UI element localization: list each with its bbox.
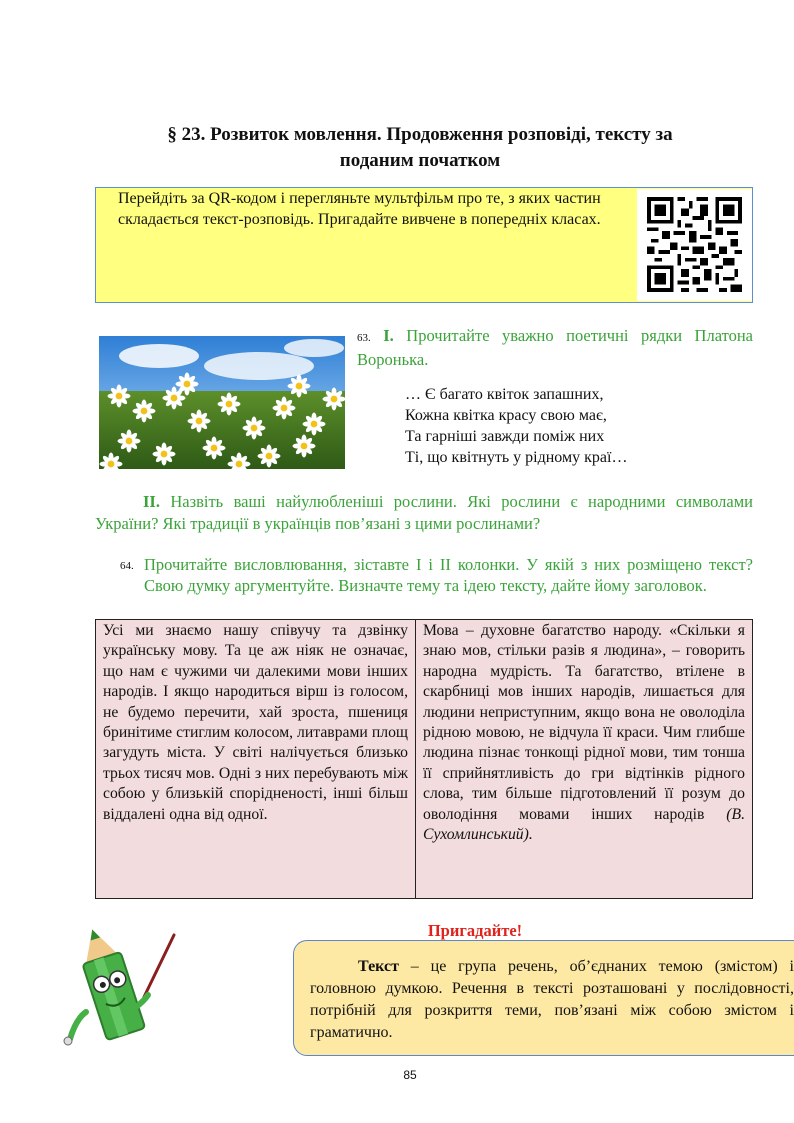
poem-line: … Є багато квіток запашних, <box>405 386 604 403</box>
exercise-63 <box>357 325 753 371</box>
remember-heading: Пригадайте! <box>427 921 523 940</box>
exercise-64-text: Прочитайте висловлювання, зіставте І і ІІ колонки. У якій з них розміщено текст? Свою думку аргументуйте. Визначте тему та ідею тексту, дайте йому заголовок. <box>144 555 753 595</box>
qr-code-area[interactable] <box>637 189 752 301</box>
daisy-photo <box>99 336 345 469</box>
qr-task-text: Перейдіть за QR-кодом і перегляньте мультфільм про те, з яких частин складається текст-розповідь. Пригадайте вивчене в попередніх класах. <box>118 190 601 228</box>
table-column-left: Усі ми знаємо нашу співучу та дзвінку українську мову. Та це аж ніяк не означає, що нам є чужими чи далекими мови інших народів. І якщо народиться вірш із голосом, не будемо перечити, хай зроста, пшениця бринітиме стиглим колосом, литаврами площ загудуть міста. У світі налічується близько трьох тисяч мов. Одні з них перебувають між собою у близькій спорідненості, інші більш віддалені одна від одної. <box>96 620 416 898</box>
poem-line: Та гарніші завжди поміж них <box>405 428 605 445</box>
page-number: 85 <box>403 1068 417 1082</box>
right-column-author: (В. Сухомлинський). <box>423 805 745 844</box>
page-title-line1: § 23. Розвиток мовлення. Продовження розповіді, тексту за <box>167 124 673 145</box>
comparison-table <box>95 619 753 899</box>
table-column-right <box>416 620 752 898</box>
exercise-63-number: 63. <box>357 332 371 344</box>
page-title-line2: поданим початком <box>339 150 501 171</box>
rule-definition: – це група речень, об’єднаних темою (змістом) і головною думкою. Речення в тексті розташовані у послідовності, потрібній для розкриття теми, пов’язані між собою змістом і граматично. <box>310 958 794 1041</box>
poem-line: Ті, що квітнуть у рідному краї… <box>405 449 628 466</box>
exercise-64 <box>120 554 753 596</box>
exercise-63-part1-text: Прочитайте уважно поетичні рядки Платона Воронька. <box>357 326 754 369</box>
exercise-63-part1-label: І. <box>383 326 394 345</box>
exercise-63-part2-text: Назвіть ваші найулюбленіші рослини. Які рослини є народними символами України? Які традиції в українців пов’язані з цими рослинами? <box>95 492 753 533</box>
exercise-63-part2 <box>95 491 753 535</box>
exercise-63-part2-label: ІІ. <box>143 492 160 511</box>
right-column-text: Мова – духовне багатство народу. «Скільки я знаю мов, стільки разів я людина», – говорить народна мудрість. Та багатство, втілене в скарбниці мов інших народів, лишається для людини неприступним, якщо вона не оволоділа рідною мовою, не відчула її краси. Чим глибше людина пізнає тонкощі рідної мови, тим тонша її сприйнятливість до гри відтінків рідного слова, тим більше підготовлений її розум до оволодіння мовами інших народів <box>423 622 745 823</box>
rule-term: Текст <box>358 958 399 975</box>
pencil-mascot-icon <box>56 927 186 1057</box>
poem-line: Кожна квітка красу свою має, <box>405 407 607 424</box>
qr-code-icon[interactable] <box>647 197 742 292</box>
rule-text <box>310 956 794 1044</box>
exercise-64-number: 64. <box>120 560 134 572</box>
poem <box>405 384 627 468</box>
page-title <box>110 122 730 174</box>
